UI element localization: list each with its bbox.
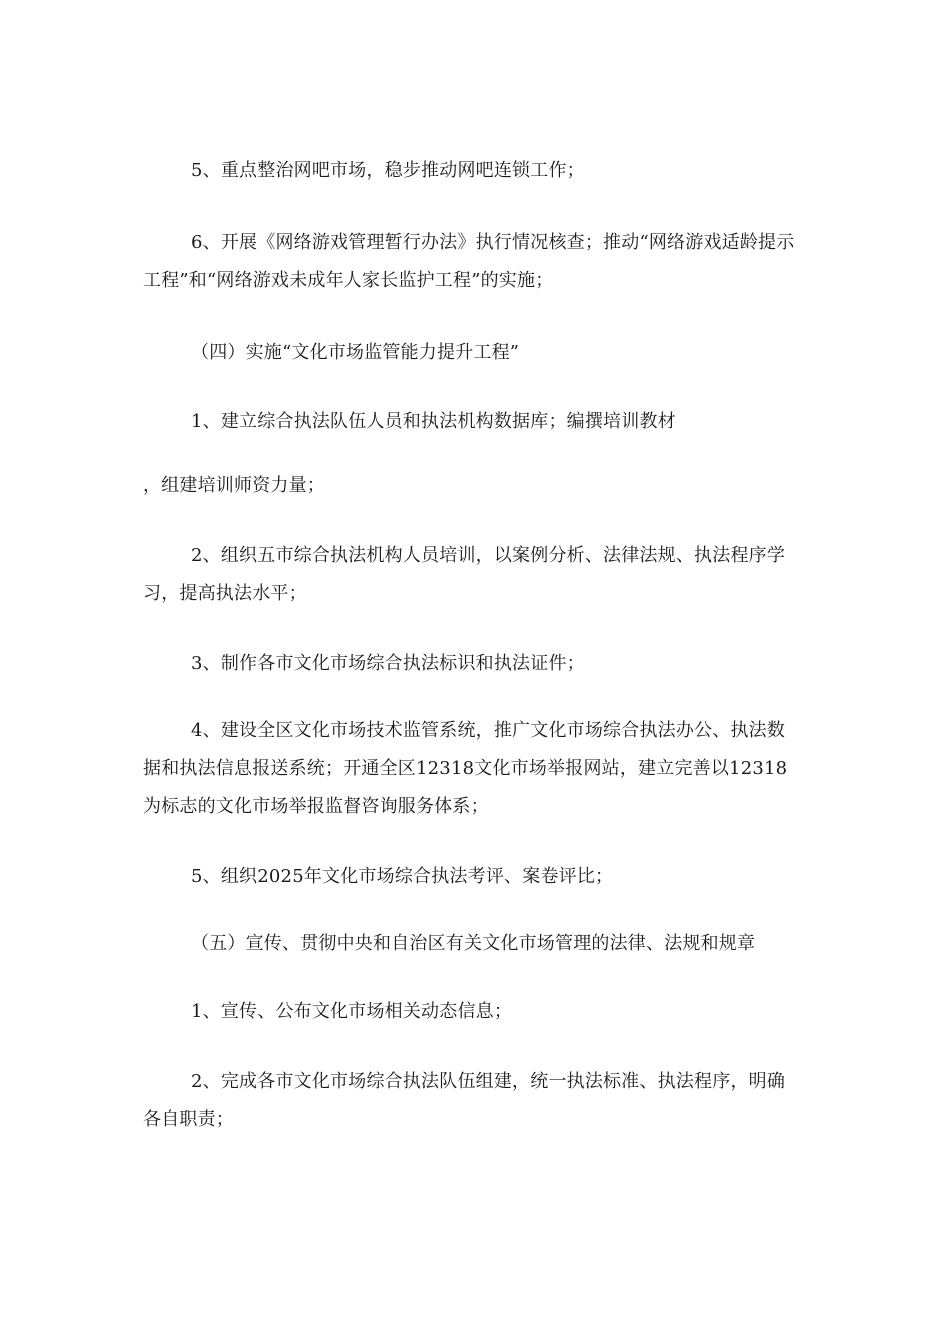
paragraph-item-5-internet-cafe: 5、重点整治网吧市场，稳步推动网吧连锁工作； — [191, 160, 585, 181]
paragraph-item-6-online-games: 6、开展《网络游戏管理暂行办法》执行情况核查；推动“网络游戏适龄提示工程”和“网络游戏未成年人家长监护工程”的实施； — [143, 232, 795, 291]
paragraph-item-2-training: 2、组织五市综合执法机构人员培训，以案例分析、法律法规、执法程序学习，提高执法水平； — [143, 545, 786, 604]
paragraph-item-1-continuation: ，组建培训师资力量； — [143, 475, 325, 496]
paragraph-item-2-team-formation: 2、完成各市文化市场综合执法队伍组建，统一执法标准、执法程序，明确各自职责； — [143, 1071, 786, 1130]
paragraph-item-1-database: 1、建立综合执法队伍人员和执法机构数据库；编撰培训教材 — [191, 411, 676, 432]
paragraph-item-5-evaluation: 5、组织2025年文化市场综合执法考评、案卷评比； — [191, 866, 614, 887]
paragraph-item-3-badges: 3、制作各市文化市场综合执法标识和执法证件； — [191, 653, 585, 674]
paragraph-item-1-publicity: 1、宣传、公布文化市场相关动态信息； — [191, 1001, 513, 1022]
section-heading-4: （四）实施“文化市场监管能力提升工程” — [191, 342, 520, 363]
paragraph-item-4-supervision-system: 4、建设全区文化市场技术监管系统，推广文化市场综合执法办公、执法数据和执法信息报送系统；开通全区12318文化市场举报网站，建立完善以12318为标志的文化市场举报监督咨询服务体系； — [143, 720, 788, 817]
section-heading-5: （五）宣传、贯彻中央和自治区有关文化市场管理的法律、法规和规章 — [191, 933, 756, 954]
